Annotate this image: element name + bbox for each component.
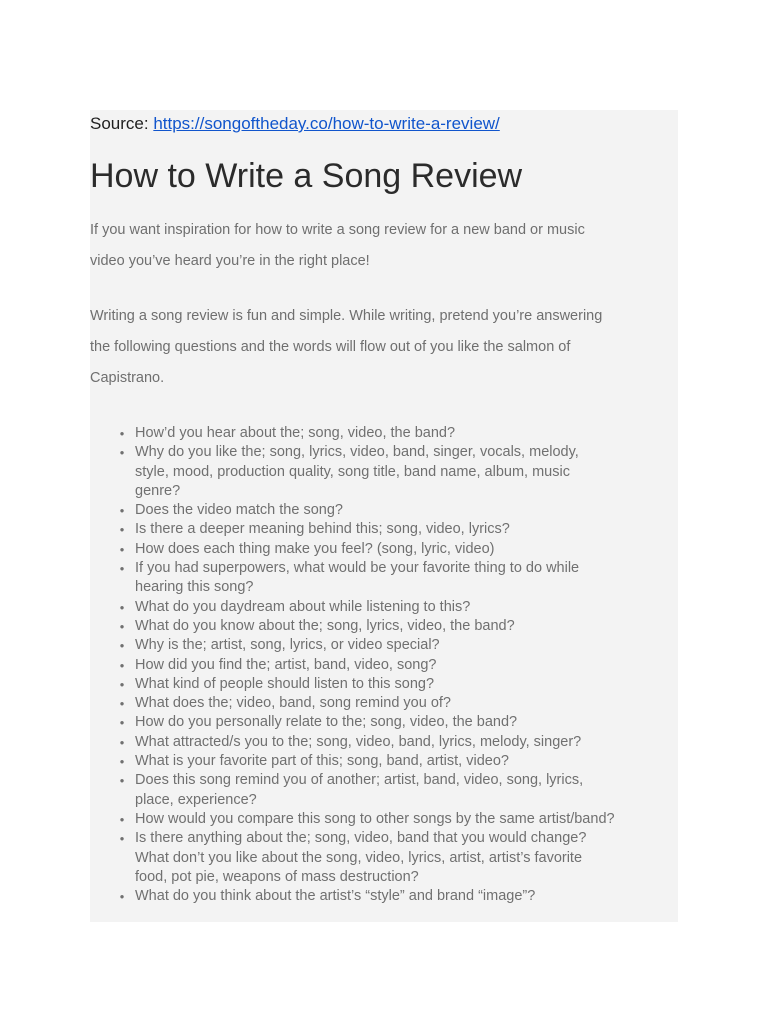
question-item [90, 733, 682, 752]
questions-list [90, 424, 682, 906]
question-item [90, 752, 682, 771]
paragraph-line: the following questions and the words will flow out of you like the salmon of [90, 339, 571, 355]
bullet-dot-icon: ● [119, 602, 125, 612]
question-item [90, 810, 682, 829]
question-text: If you had superpowers, what would be your favorite thing to do while [135, 560, 580, 577]
question-item [90, 443, 682, 501]
bullet-dot-icon: ● [119, 699, 125, 709]
bullet-dot-icon: ● [119, 564, 125, 574]
question-item [90, 540, 682, 559]
question-text: What does the; video, band, song remind you of? [135, 695, 451, 712]
bullet-dot-icon: ● [119, 776, 125, 786]
bullet-dot-icon: ● [119, 544, 125, 554]
question-text: What do you think about the artist’s “style” and brand “image”? [135, 888, 536, 905]
question-text: How do you personally relate to the; song, video, the band? [135, 714, 518, 731]
question-text: Why do you like the; song, lyrics, video, band, singer, vocals, melody, [135, 444, 579, 461]
question-text: What do you know about the; song, lyrics, video, the band? [135, 617, 515, 634]
question-item [90, 520, 682, 539]
intro-paragraph [90, 215, 682, 277]
question-item [90, 598, 682, 617]
source-line [90, 110, 682, 138]
bullet-dot-icon: ● [119, 737, 125, 747]
bullet-dot-icon: ● [119, 448, 125, 458]
question-text: What kind of people should listen to this song? [135, 675, 435, 692]
paragraph-line: Capistrano. [90, 370, 165, 386]
question-text: Why is the; artist, song, lyrics, or video special? [135, 637, 440, 654]
question-text: How’d you hear about the; song, video, the band? [135, 425, 456, 441]
question-text: How does each thing make you feel? (song, lyric, video) [135, 540, 495, 557]
question-text: style, mood, production quality, song title, band name, album, music [135, 463, 570, 480]
question-item [90, 424, 682, 443]
source-link[interactable]: https://songoftheday.co/how-to-write-a-review/ [153, 114, 500, 133]
bullet-dot-icon: ● [119, 641, 125, 651]
question-text: genre? [135, 482, 181, 499]
paragraph-line: If you want inspiration for how to write a song review for a new band or music [90, 222, 585, 238]
question-item [90, 617, 682, 636]
bullet-dot-icon: ● [119, 525, 125, 535]
source-label: Source: [90, 114, 149, 133]
question-text: What don’t you like about the song, video, lyrics, artist, artist’s favorite [135, 849, 583, 866]
question-text: What is your favorite part of this; song, band, artist, video? [135, 753, 509, 770]
question-text: What do you daydream about while listening to this? [135, 598, 471, 615]
question-text: Is there a deeper meaning behind this; song, video, lyrics? [135, 521, 510, 538]
bullet-dot-icon: ● [119, 718, 125, 728]
bullet-dot-icon: ● [119, 660, 125, 670]
question-item [90, 829, 682, 887]
question-item [90, 636, 682, 655]
article [90, 110, 682, 906]
question-text: How would you compare this song to other songs by the same artist/band? [135, 810, 615, 827]
question-text: What attracted/s you to the; song, video, band, lyrics, melody, singer? [135, 733, 582, 750]
question-item [90, 501, 682, 520]
paragraph-line: Writing a song review is fun and simple. While writing, pretend you’re answering [90, 308, 603, 324]
question-item [90, 713, 682, 732]
bullet-dot-icon: ● [119, 757, 125, 767]
question-item [90, 675, 682, 694]
bullet-dot-icon: ● [119, 429, 125, 438]
page-title: How to Write a Song Review [90, 157, 523, 195]
bullet-dot-icon: ● [119, 506, 125, 516]
question-item [90, 656, 682, 675]
bullet-dot-icon: ● [119, 621, 125, 631]
question-text: How did you find the; artist, band, video, song? [135, 656, 437, 673]
question-text: Does this song remind you of another; artist, band, video, song, lyrics, [135, 772, 584, 789]
question-text: hearing this song? [135, 579, 254, 596]
bullet-dot-icon: ● [119, 892, 125, 902]
instructions-paragraph [90, 301, 682, 394]
bullet-dot-icon: ● [119, 814, 125, 824]
question-text: Is there anything about the; song, video, band that you would change? [135, 830, 587, 847]
question-text: place, experience? [135, 791, 257, 808]
question-item [90, 694, 682, 713]
question-text: food, pot pie, weapons of mass destruction? [135, 868, 419, 885]
question-item [90, 559, 682, 598]
question-item [90, 771, 682, 810]
question-text: Does the video match the song? [135, 502, 343, 519]
bullet-dot-icon: ● [119, 834, 125, 844]
question-item [90, 887, 682, 906]
paragraph-line: video you’ve heard you’re in the right place! [90, 253, 370, 269]
bullet-dot-icon: ● [119, 679, 125, 689]
